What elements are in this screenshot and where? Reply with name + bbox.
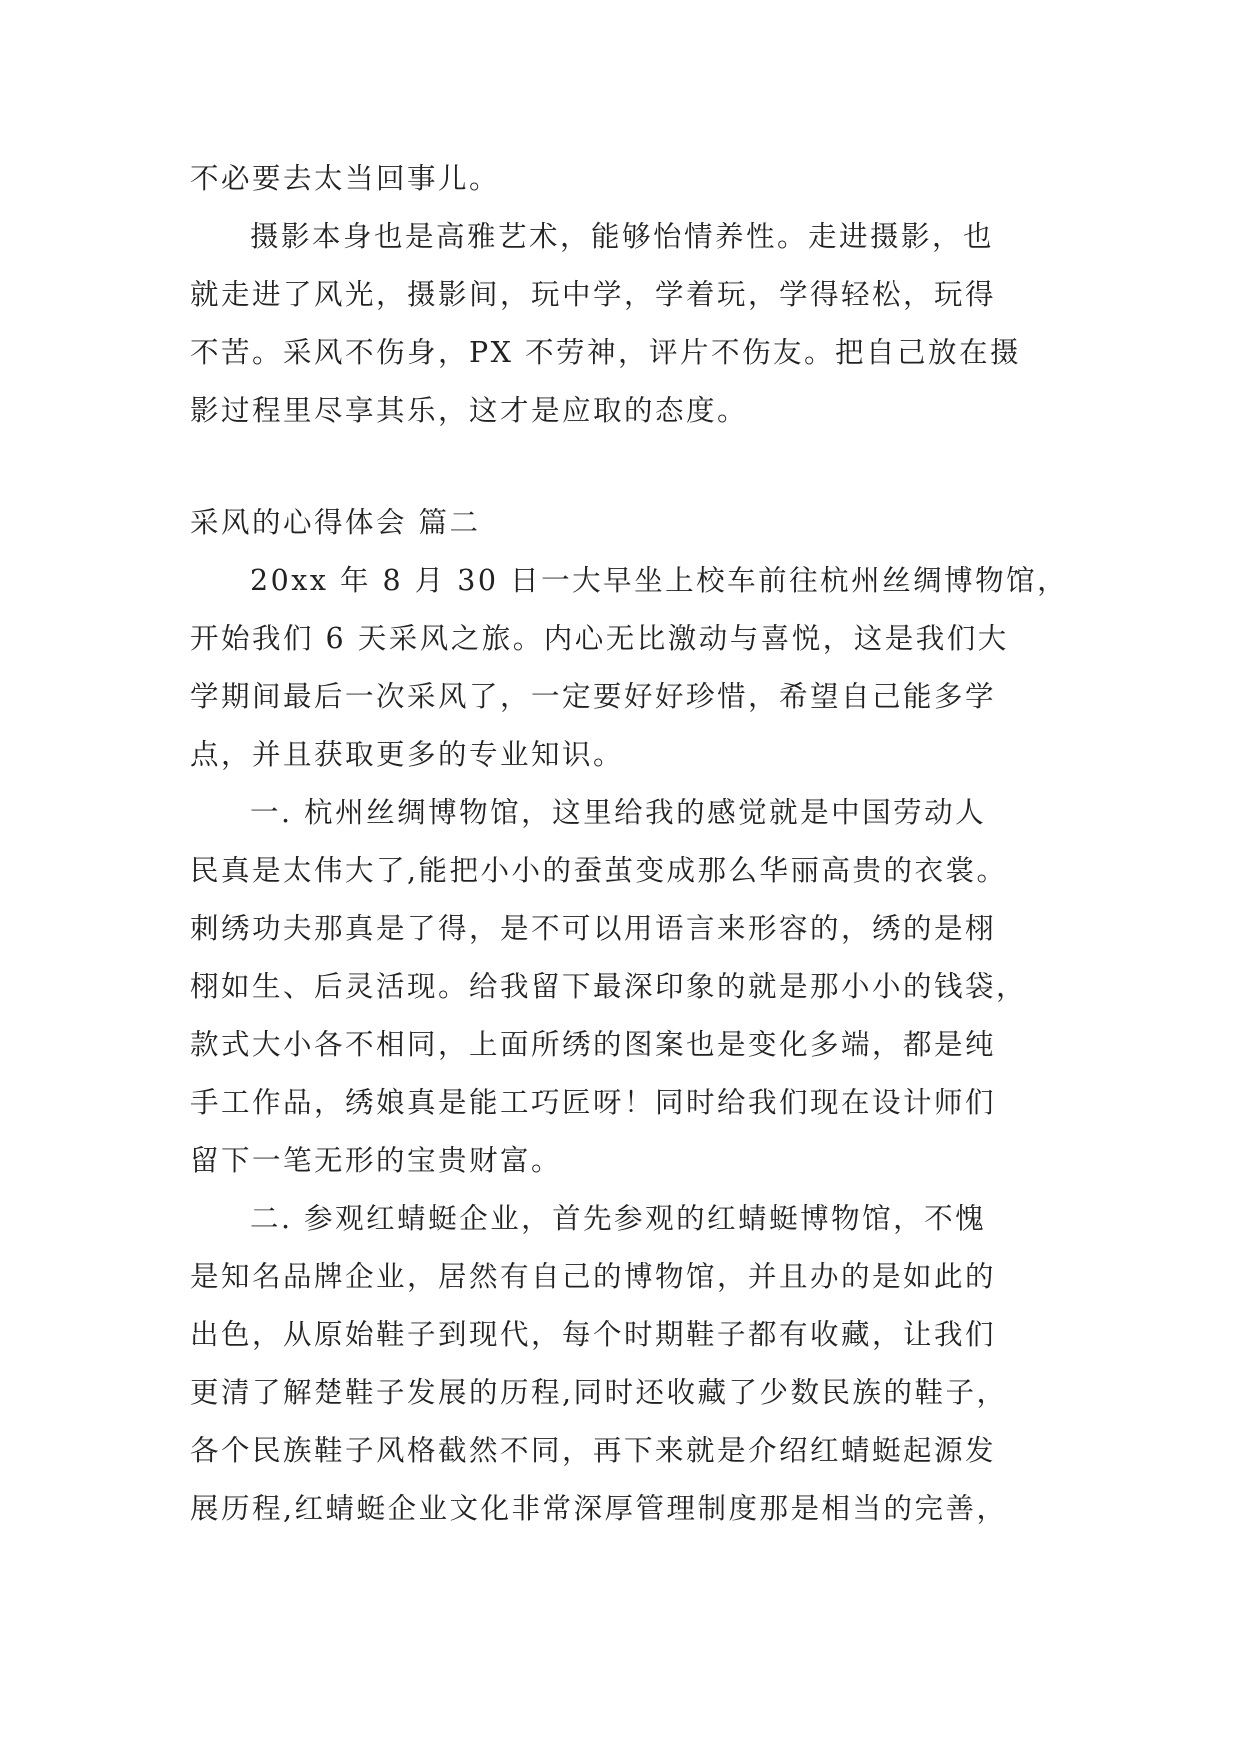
section-gap (190, 440, 1050, 494)
paragraph-line: 刺绣功夫那真是了得，是不可以用语言来形容的，绣的是栩 (190, 912, 997, 945)
paragraph-line: 不苦。采风不伤身，PX 不劳神，评片不伤友。把自己放在摄 (190, 336, 1022, 369)
paragraph-line: 不必要去太当回事儿。 (190, 162, 501, 195)
paragraph-line: 就走进了风光，摄影间，玩中学，学着玩，学得轻松，玩得 (190, 278, 997, 311)
paragraph-line: 开始我们 6 天采风之旅。内心无比激动与喜悦，这是我们大 (190, 622, 1009, 655)
paragraph-line: 款式大小各不相同，上面所绣的图案也是变化多端，都是纯 (190, 1028, 997, 1061)
paragraph-line: 各个民族鞋子风格截然不同，再下来就是介绍红蜻蜓起源发 (190, 1434, 997, 1467)
paragraph-line: 展历程,红蜻蜓企业文化非常深厚管理制度那是相当的完善， (190, 1492, 1008, 1525)
paragraph-line: 民真是太伟大了,能把小小的蚕茧变成那么华丽高贵的衣裳。 (190, 854, 1008, 887)
paragraph-line: 学期间最后一次采风了，一定要好好珍惜，希望自己能多学 (190, 680, 997, 713)
paragraph-line: 点，并且获取更多的专业知识。 (190, 738, 625, 771)
paragraph-line: 留下一笔无形的宝贵财富。 (190, 1144, 563, 1177)
paragraph-line: 影过程里尽享其乐，这才是应取的态度。 (190, 394, 749, 427)
paragraph-line: 二. 参观红蜻蜓企业，首先参观的红蜻蜓博物馆，不愧 (250, 1202, 987, 1235)
paragraph-line: 出色，从原始鞋子到现代，每个时期鞋子都有收藏，让我们 (190, 1318, 997, 1351)
document-body (190, 150, 1069, 1538)
paragraph-line: 手工作品，绣娘真是能工巧匠呀！同时给我们现在设计师们 (190, 1086, 997, 1119)
paragraph-line: 栩如生、后灵活现。给我留下最深印象的就是那小小的钱袋， (190, 970, 1028, 1003)
section-heading: 采风的心得体会 篇二 (190, 506, 481, 539)
paragraph-line: 更清了解楚鞋子发展的历程,同时还收藏了少数民族的鞋子， (190, 1376, 1008, 1409)
paragraph-line: 是知名品牌企业，居然有自己的博物馆，并且办的是如此的 (190, 1260, 997, 1293)
paragraph-line: 20xx 年 8 月 30 日一大早坐上校车前往杭州丝绸博物馆， (250, 564, 1069, 597)
paragraph-line: 一. 杭州丝绸博物馆，这里给我的感觉就是中国劳动人 (250, 796, 987, 829)
paragraph-line: 摄影本身也是高雅艺术，能够怡情养性。走进摄影，也 (250, 220, 995, 253)
